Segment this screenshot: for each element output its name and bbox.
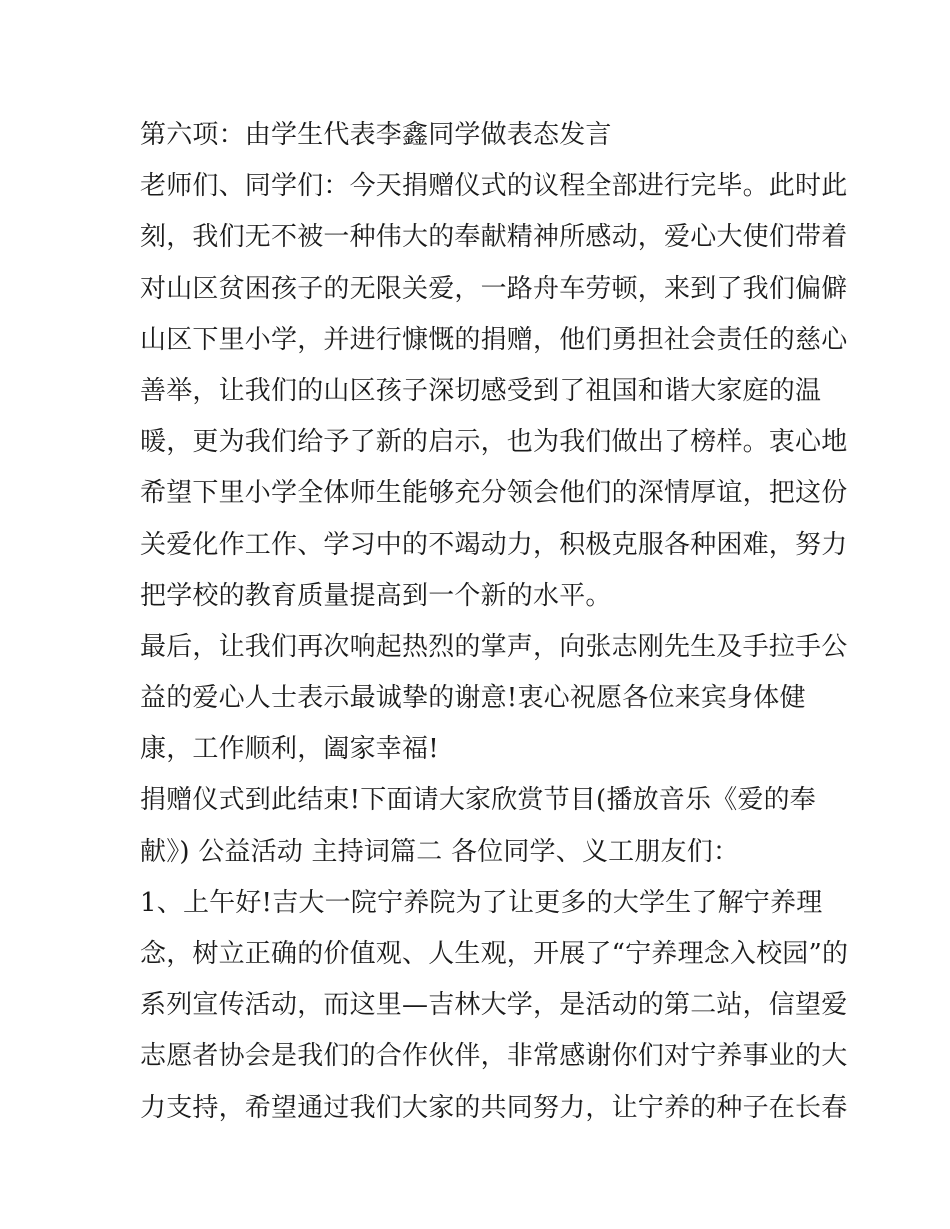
text-line: 对山区贫困孩子的无限关爱，一路舟车劳顿，来到了我们偏僻 [140, 273, 848, 304]
text-line: 捐赠仪式到此结束!下面请大家欣赏节目(播放音乐《爱的奉 [140, 785, 816, 816]
text-line: 希望下里小学全体师生能够充分领会他们的深情厚谊，把这份 [140, 478, 848, 509]
text-line: 力支持，希望通过我们大家的共同努力，让宁养的种子在长春 [140, 1092, 848, 1123]
text-line: 念，树立正确的价值观、人生观，开展了“宁养理念入校园”的 [140, 939, 849, 969]
text-line: 献》) 公益活动 主持词篇二 各位同学、义工朋友们： [140, 836, 740, 867]
text-line: 刻，我们无不被一种伟大的奉献精神所感动，爱心大使们带着 [140, 222, 848, 253]
text-line: 把学校的教育质量提高到一个新的水平。 [140, 580, 612, 611]
text-line: 老师们、同学们：今天捐赠仪式的议程全部进行完毕。此时此 [140, 171, 848, 202]
text-line: 志愿者协会是我们的合作伙伴，非常感谢你们对宁养事业的大 [140, 1041, 848, 1072]
text-line: 第六项：由学生代表李鑫同学做表态发言 [140, 120, 612, 150]
text-line: 康，工作顺利，阖家幸福! [140, 734, 439, 765]
text-line: 益的爱心人士表示最诚挚的谢意!衷心祝愿各位来宾身体健 [140, 683, 806, 714]
text-line: 善举，让我们的山区孩子深切感受到了祖国和谐大家庭的温 [140, 375, 822, 406]
text-line: 最后，让我们再次响起热烈的掌声，向张志刚先生及手拉手公 [140, 631, 848, 662]
text-line: 山区下里小学，并进行慷慨的捐赠，他们勇担社会责任的慈心 [140, 324, 848, 355]
text-line: 关爱化作工作、学习中的不竭动力，积极克服各种困难，努力 [140, 529, 848, 560]
document-body [140, 110, 849, 1134]
text-line: 暖，更为我们给予了新的启示，也为我们做出了榜样。衷心地 [140, 427, 848, 458]
text-line: 1、上午好!吉大一院宁养院为了让更多的大学生了解宁养理 [140, 887, 823, 918]
text-line: 系列宣传活动，而这里—吉林大学，是活动的第二站，信望爱 [140, 990, 848, 1021]
